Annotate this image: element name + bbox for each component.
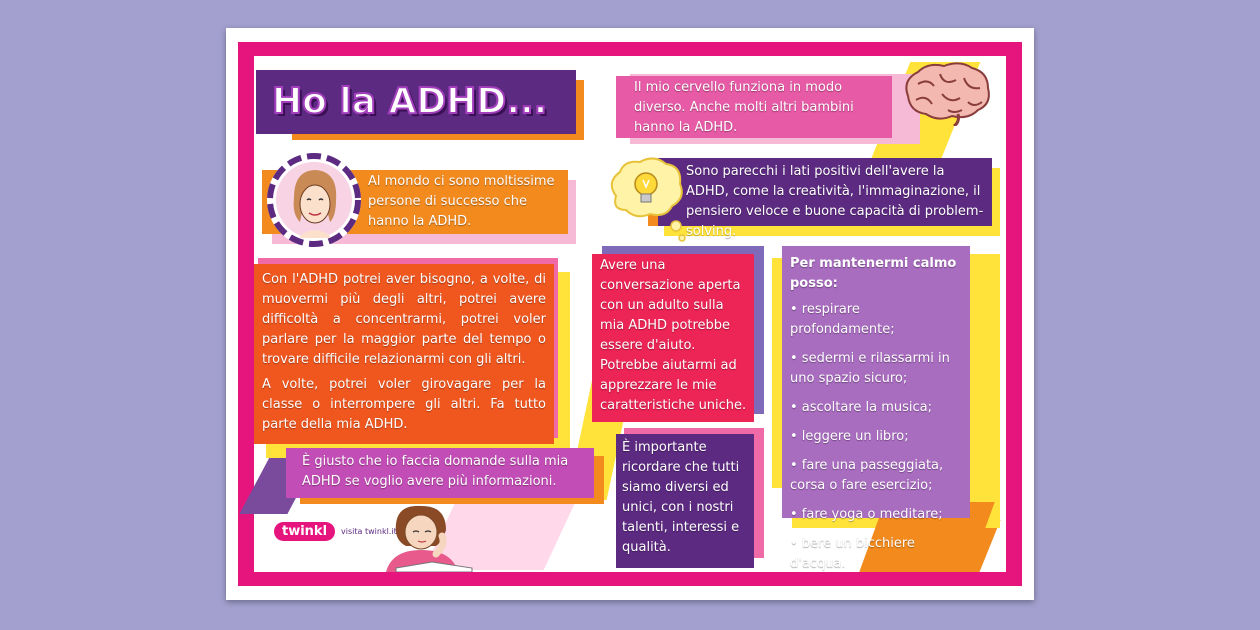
calm-heading: Per mantenermi calmo posso: [790,256,957,291]
positive-text: Sono parecchi i lati positivi dell'avere la ADHD, come la creatività, l'immaginazione, il pensiero veloce e buone capacità di problem-solving. [686,164,984,239]
calm-box [782,246,970,571]
needs-box [254,264,554,444]
twinkl-logo [274,522,397,541]
conversation-paragraph-2: Potrebbe aiutarmi ad apprezzare le mie caratteristiche uniche. [600,358,747,413]
success-text: Al mondo ci sono moltissime persone di successo che hanno la ADHD. [368,174,555,229]
important-text: È importante ricordare che tutti siamo diversi ed unici, con i nostri talenti, interessi e qualità. [622,440,740,555]
logo-brand: twinkl [274,522,335,541]
important-box [616,434,754,568]
brain-text: Il mio cervello funziona in modo diverso. Anche molti altri bambini hanno la ADHD. [634,80,854,135]
woman-portrait [264,150,364,250]
page-title: Ho la ADHD... [272,81,548,122]
brain-icon [898,60,994,126]
calm-list [790,300,962,574]
calm-list-item: • respirare profondamente; [790,302,895,337]
conversation-paragraph-1: Avere una conversazione aperta con un adulto sulla mia ADHD potrebbe essere d'aiuto. [600,258,741,353]
calm-list-item: • fare una passeggiata, corsa o fare esercizio; [790,458,944,493]
positive-box [658,158,992,239]
conversation-box [592,254,754,422]
calm-list-item: • ascoltare la musica; [790,400,932,415]
logo-url: visita twinkl.it [341,527,397,536]
calm-list-item: • fare yoga o meditare; [790,507,943,522]
lightbulb-thought-icon [606,156,686,242]
calm-list-item: • bere un bicchiere d'acqua. [790,536,915,571]
questions-box [286,448,594,498]
needs-paragraph-1: Con l'ADHD potrei aver bisogno, a volte, di muovermi più degli altri, potrei avere difficoltà a concentrarmi, potrei voler parlare per la maggior parte del tempo o trovare difficile relazionarmi con gli altri. [262,272,546,367]
needs-paragraph-2: A volte, potrei voler girovagare per la classe o interrompere gli altri. Fa tutto parte della mia ADHD. [262,377,546,432]
calm-list-item: • sedermi e rilassarmi in uno spazio sicuro; [790,351,950,386]
brain-box [616,76,892,138]
calm-list-item: • leggere un libro; [790,429,909,444]
questions-text: È giusto che io faccia domande sulla mia ADHD se voglio avere più informazioni. [302,454,569,489]
